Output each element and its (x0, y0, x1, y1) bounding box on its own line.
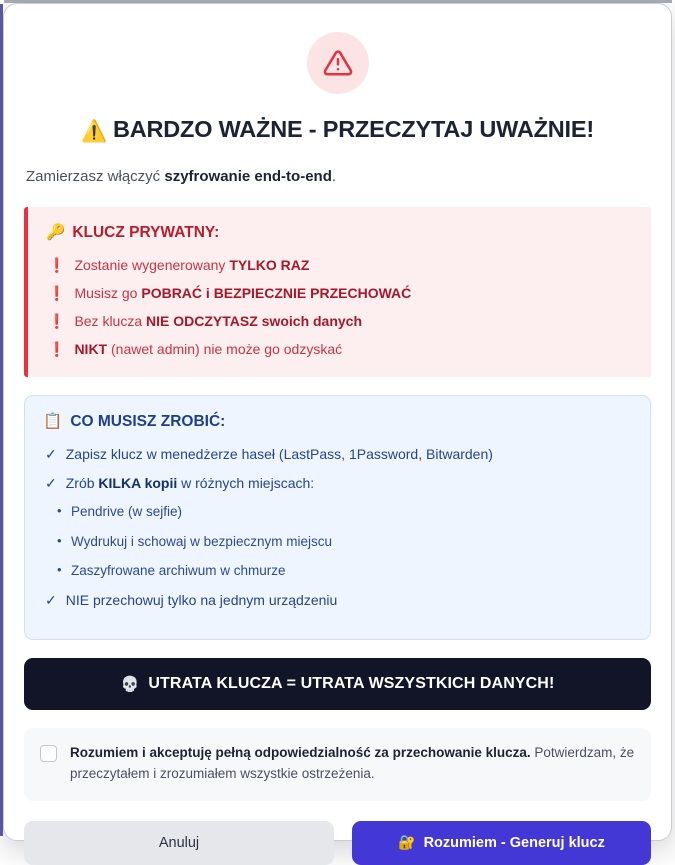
data-loss-banner (24, 658, 651, 710)
exclamation-icon: ❗ (48, 284, 66, 301)
list-item (46, 256, 633, 275)
list-item-text (74, 284, 411, 303)
consent-label (70, 743, 635, 785)
consent-strong: Rozumiem i akceptuję pełną odpowiedzialność za przechowanie klucza. (70, 744, 531, 760)
lock-emoji-icon: 🔐 (398, 834, 416, 851)
consent-rest: Potwierdzam, że przeczytałem i zrozumiałem wszystkie ostrzeżenia. (70, 744, 635, 781)
private-key-warning-panel (24, 207, 651, 377)
backup-location-list (45, 503, 632, 580)
list-item-tail: (nawet admin) nie może go odzyskać (107, 340, 343, 357)
page-title-text: BARDZO WAŻNE - PRZECZYTAJ UWAŻNIE! (112, 116, 594, 142)
list-item (43, 474, 632, 580)
list-item-text (66, 591, 338, 610)
data-loss-banner-text: UTRATA KLUCZA = UTRATA WSZYSTKICH DANYCH! (148, 674, 555, 692)
list-item: • Wydrukuj i schowaj w bezpiecznym miejscu (45, 533, 632, 551)
subtitle-prefix: Zamierzasz włączyć (26, 168, 165, 185)
list-item-text (66, 445, 493, 464)
check-icon: ✓ (45, 475, 57, 492)
todo-checklist-heading-text: CO MUSISZ ZROBIĆ: (70, 412, 226, 430)
clipboard-emoji-icon: 📋 (43, 412, 63, 430)
list-item-lead: Bez klucza (74, 312, 147, 329)
check-icon: ✓ (45, 592, 57, 608)
subtitle-suffix: . (331, 168, 337, 185)
todo-checklist-panel (24, 395, 651, 640)
generate-key-button[interactable] (352, 821, 651, 865)
warning-emoji-icon: ⚠️ (81, 120, 107, 143)
subtitle-strong: szyfrowanie end-to-end (164, 168, 332, 185)
list-item-strong: TYLKO RAZ (229, 257, 310, 273)
list-item: • Pendrive (w sejfie) (45, 503, 632, 521)
consent-row[interactable] (24, 728, 651, 801)
cancel-button[interactable]: Anuluj (24, 821, 334, 865)
list-item-lead: Zostanie wygenerowany (74, 257, 230, 273)
dialog-subtitle (24, 168, 651, 185)
exclamation-icon: ❗ (48, 257, 66, 273)
list-item (46, 284, 633, 303)
list-item-strong: KILKA kopii (98, 475, 178, 492)
list-item-lead: Zapisz klucz w menedżerze haseł (LastPass, 1Password, Bitwarden) (65, 445, 493, 462)
generate-key-button-label: Rozumiem - Generuj klucz (423, 834, 605, 851)
list-item-strong: NIKT (74, 340, 108, 357)
private-key-warning-heading (46, 223, 633, 242)
exclamation-icon: ❗ (48, 312, 66, 329)
list-item: • Zaszyfrowane archiwum w chmurze (45, 562, 632, 580)
list-item-strong: NIE ODCZYTASZ swoich danych (146, 312, 363, 329)
list-item (46, 312, 633, 331)
list-item-strong: POBRAĆ i BEZPIECZNIE PRZECHOWAĆ (141, 284, 412, 301)
check-icon: ✓ (45, 445, 57, 462)
todo-checklist-list (43, 445, 632, 610)
private-key-warning-heading-text: KLUCZ PRYWATNY: (72, 224, 220, 241)
skull-emoji-icon: 💀 (120, 675, 140, 693)
list-item-tail: w różnych miejscach: (177, 475, 315, 492)
list-item (43, 591, 632, 610)
list-item-text (66, 474, 314, 493)
private-key-warning-list (46, 256, 633, 359)
warning-triangle-icon (307, 32, 369, 94)
list-item (46, 340, 633, 359)
list-item-lead: NIE przechowuj tylko na jednym urządzeniu (65, 592, 338, 608)
list-item-lead: Musisz go (74, 284, 142, 301)
page-title (24, 116, 651, 144)
todo-checklist-heading (43, 412, 632, 431)
accept-responsibility-checkbox[interactable] (40, 745, 57, 762)
exclamation-icon: ❗ (48, 340, 66, 357)
list-item-lead: Zrób (65, 475, 99, 492)
list-item (43, 445, 632, 464)
list-item-text (74, 256, 309, 275)
list-item-text (74, 312, 362, 331)
encryption-warning-dialog (3, 3, 672, 851)
list-item-text (74, 340, 342, 359)
key-emoji-icon: 🔑 (46, 224, 66, 241)
dialog-actions (24, 821, 651, 865)
